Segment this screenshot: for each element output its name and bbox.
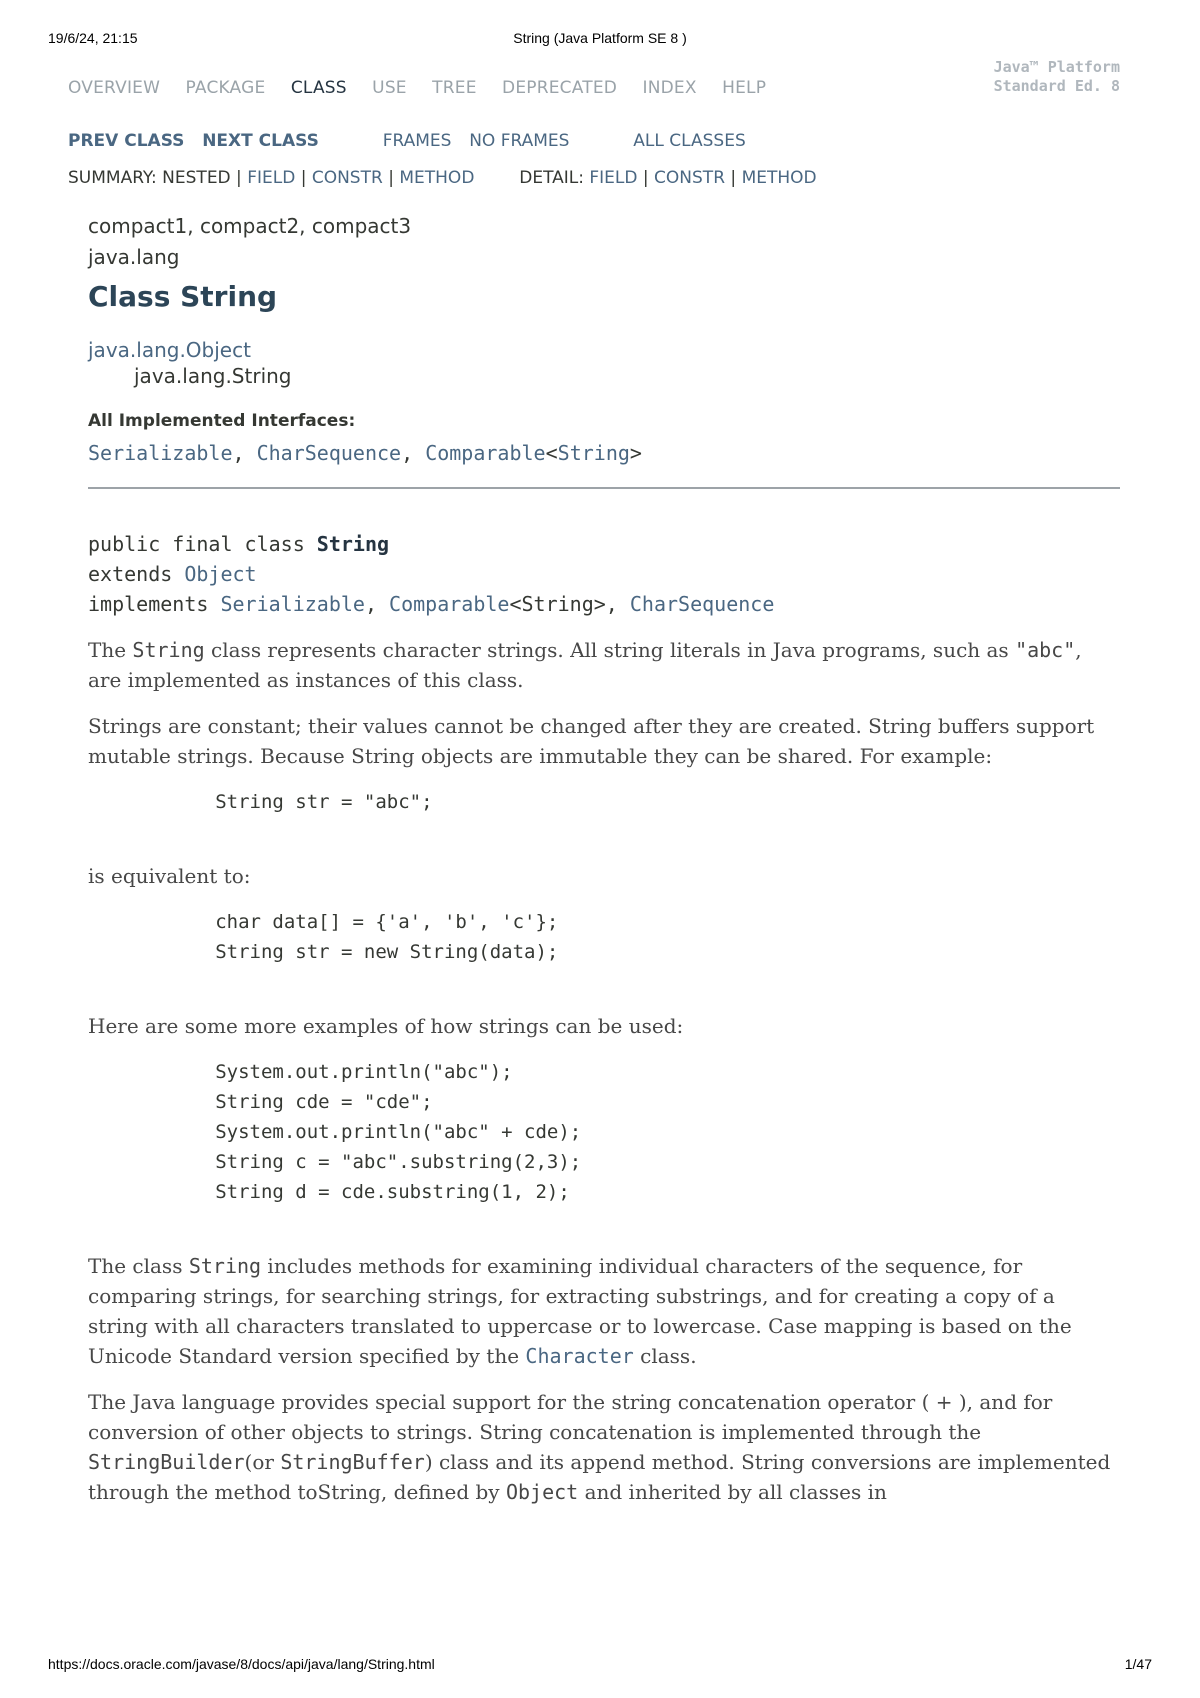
inline-code: StringBuffer — [280, 1450, 425, 1474]
code-example: char data[] = {'a', 'b', 'c'}; String str = new String(data); — [215, 911, 559, 963]
generic-close: > — [629, 441, 642, 465]
platform-label — [994, 58, 1120, 96]
desc-paragraph — [88, 1251, 1120, 1371]
frames-link[interactable]: FRAMES — [382, 131, 452, 151]
separator: , — [401, 441, 426, 465]
interfaces-label: All Implemented Interfaces: — [88, 411, 356, 431]
decl-modifiers: public final class — [88, 532, 317, 556]
no-frames-link[interactable]: NO FRAMES — [469, 131, 570, 151]
pipe: | — [730, 168, 737, 188]
decl-class-name: String — [316, 532, 390, 556]
detail-constr-link[interactable]: CONSTR — [654, 168, 726, 188]
summary-field-link[interactable]: FIELD — [247, 168, 296, 188]
desc-paragraph: Strings are constant; their values cannot be changed after they are created. String buffers support mutable strings. Because String objects are immutable they can be shared. For example: — [88, 714, 1095, 768]
text: , are implemented as instances of this class. — [88, 638, 1082, 692]
inline-code: "abc" — [1015, 638, 1076, 662]
interface-comparable-link[interactable]: Comparable — [425, 441, 546, 465]
next-class-link[interactable]: NEXT CLASS — [202, 131, 319, 151]
current-class: java.lang.String — [134, 364, 292, 388]
profiles: compact1, compact2, compact3 — [88, 214, 412, 238]
interface-serializable-link[interactable]: Serializable — [88, 441, 233, 465]
text: class. — [633, 1344, 697, 1368]
nav-tree[interactable]: TREE — [432, 78, 477, 98]
text: and inherited by all classes in — [578, 1480, 887, 1504]
inline-code: StringBuilder — [88, 1450, 245, 1474]
print-header — [48, 30, 1152, 50]
code-example: System.out.println("abc"); String cde = "cde"; System.out.println("abc" + cde); String c = "abc".substring(2,3); String d = cde.substring(1, 2); — [215, 1061, 582, 1203]
character-class-link[interactable]: Character — [525, 1344, 634, 1368]
inheritance-tree — [88, 337, 1120, 389]
main-content — [88, 210, 1120, 1507]
pipe: | — [388, 168, 394, 188]
generic-string-link[interactable]: String — [557, 441, 630, 465]
decl-generic: <String> — [509, 592, 606, 616]
decl-comparable-link[interactable]: Comparable — [389, 592, 510, 616]
pipe: | — [642, 168, 649, 188]
all-classes-link[interactable]: ALL CLASSES — [633, 131, 746, 151]
page-title: Class String — [88, 280, 278, 313]
platform-label-line1: Java™ Platform — [993, 58, 1120, 76]
parent-class-link[interactable]: java.lang.Object — [88, 338, 251, 362]
desc-paragraph: Here are some more examples of how strings can be used: — [88, 1014, 684, 1038]
summary-constr-link[interactable]: CONSTR — [311, 168, 383, 188]
inline-code: Object — [505, 1480, 579, 1504]
text: The — [88, 638, 133, 662]
print-title: String (Java Platform SE 8 ) — [513, 30, 687, 46]
desc-paragraph — [88, 1387, 1120, 1507]
inline-code: String — [188, 1254, 262, 1278]
nav-package[interactable]: PACKAGE — [185, 78, 266, 98]
top-navbar — [68, 78, 786, 98]
print-date: 19/6/24, 21:15 — [48, 30, 138, 46]
text: The Java language provides special support for the string concatenation operator ( + ), and for conversion of other objects to strings. String concatenation is implemented through the — [88, 1390, 1053, 1444]
sub-navbar — [68, 131, 746, 151]
separator: , — [605, 592, 630, 616]
text: The class — [88, 1254, 189, 1278]
nav-class: CLASS — [290, 78, 347, 98]
desc-paragraph — [88, 635, 1120, 695]
inline-code: String — [132, 638, 205, 662]
nav-use[interactable]: USE — [372, 78, 407, 98]
nav-deprecated[interactable]: DEPRECATED — [502, 78, 618, 98]
summary-method-link[interactable]: METHOD — [399, 168, 475, 188]
generic-open: < — [545, 441, 558, 465]
decl-object-link[interactable]: Object — [184, 562, 257, 586]
separator: , — [232, 441, 257, 465]
pipe: | — [300, 168, 307, 188]
text: includes methods for examining individual characters of the sequence, for comparing strings, for searching strings, for extracting substrings, and for creating a copy of a string with all characters translated to uppercase or to lowercase. Case mapping is based on the Unicode Standard version specified by the — [88, 1254, 1072, 1368]
text: (or — [244, 1450, 281, 1474]
print-page-number: 1/47 — [1124, 1656, 1152, 1672]
summary-label: SUMMARY: NESTED | — [68, 168, 242, 188]
prev-class-link[interactable]: PREV CLASS — [68, 131, 185, 151]
decl-implements: implements — [88, 592, 221, 616]
package-name: java.lang — [88, 245, 180, 269]
interface-charsequence-link[interactable]: CharSequence — [256, 441, 402, 465]
nav-help[interactable]: HELP — [722, 78, 767, 98]
text: class represents character strings. All string literals in Java programs, such as — [204, 638, 1016, 662]
detail-field-link[interactable]: FIELD — [589, 168, 638, 188]
interfaces-list — [88, 441, 1120, 465]
class-declaration — [88, 529, 1120, 619]
platform-label-line2: Standard Ed. 8 — [993, 77, 1120, 95]
nav-index[interactable]: INDEX — [642, 78, 697, 98]
detail-method-link[interactable]: METHOD — [741, 168, 817, 188]
detail-label: DETAIL: — [519, 168, 584, 188]
summary-detail-nav — [68, 168, 817, 188]
code-example: String str = "abc"; — [158, 791, 433, 813]
decl-serializable-link[interactable]: Serializable — [220, 592, 365, 616]
decl-extends: extends — [88, 562, 185, 586]
desc-paragraph: is equivalent to: — [88, 864, 251, 888]
text: ) class and its append method. String conversions are implemented through the method toString, defined by — [88, 1450, 1111, 1504]
decl-charsequence-link[interactable]: CharSequence — [629, 592, 775, 616]
print-url: https://docs.oracle.com/javase/8/docs/api/java/lang/String.html — [48, 1656, 435, 1672]
separator: , — [364, 592, 390, 616]
nav-overview[interactable]: OVERVIEW — [68, 78, 161, 98]
divider — [88, 487, 1120, 489]
